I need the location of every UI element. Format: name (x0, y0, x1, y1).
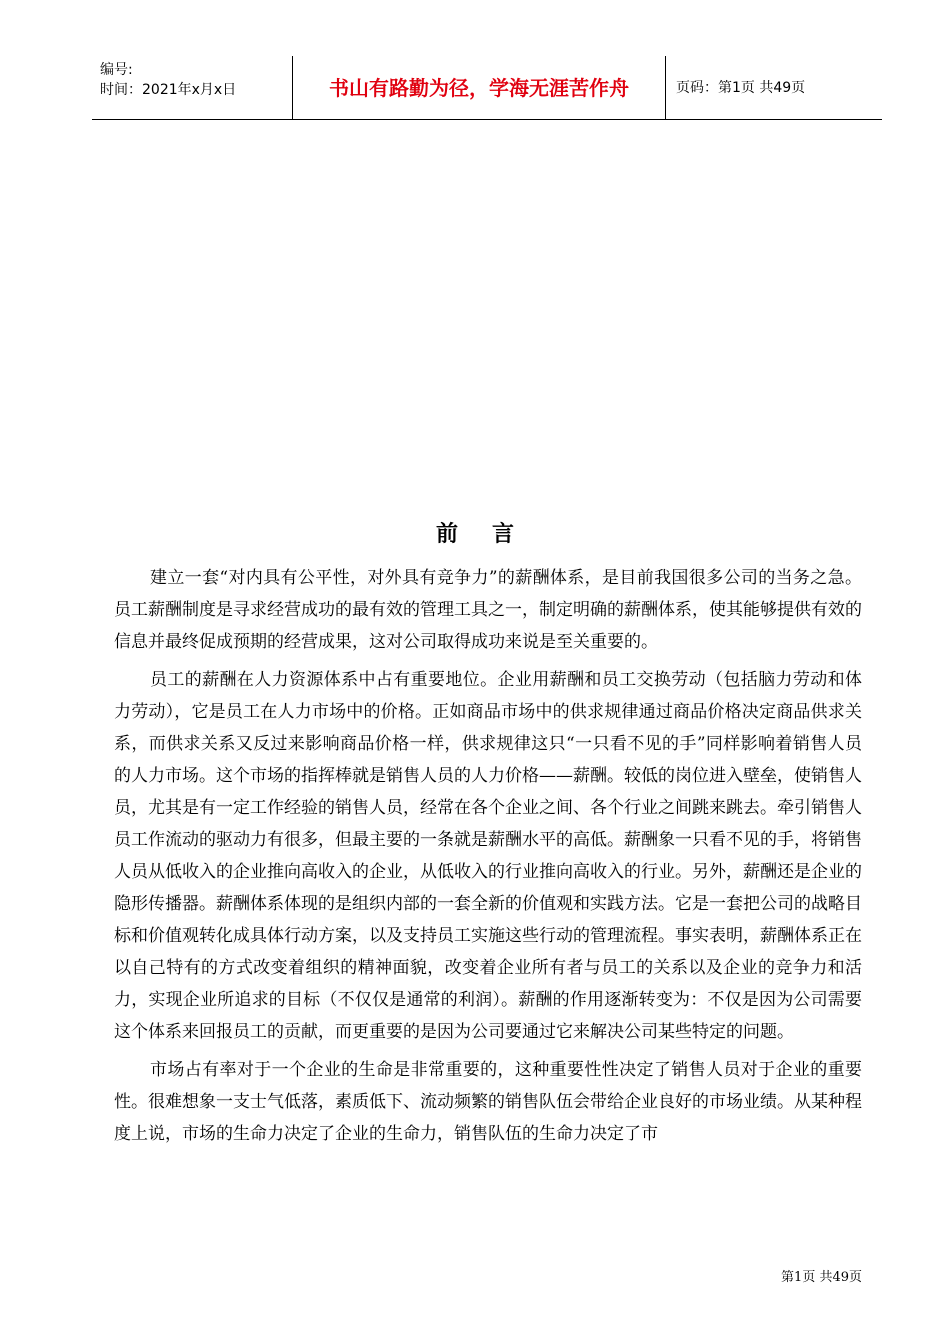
header-divider (665, 56, 666, 119)
body-paragraph: 员工的薪酬在人力资源体系中占有重要地位。企业用薪酬和员工交换劳动（包括脑力劳动和体力劳动），它是员工在人力市场中的价格。正如商品市场中的供求规律通过商品价格决定商品供求关系，而供求关系又反过来影响商品价格一样，供求规律这只“一只看不见的手”同样影响着销售人员的人力市场。这个市场的指挥棒就是销售人员的人力价格——薪酬。较低的岗位进入壁垒，使销售人员，尤其是有一定工作经验的销售人员，经常在各个企业之间、各个行业之间跳来跳去。牵引销售人员工作流动的驱动力有很多，但最主要的一条就是薪酬水平的高低。薪酬象一只看不见的手，将销售人员从低收入的企业推向高收入的企业，从低收入的行业推向高收入的行业。另外，薪酬还是企业的隐形传播器。薪酬体系体现的是组织内部的一套全新的价值观和实践方法。它是一套把公司的战略目标和价值观转化成具体行动方案，以及支持员工实施这些行动的管理流程。事实表明，薪酬体系正在以自己特有的方式改变着组织的精神面貌，改变着企业所有者与员工的关系以及企业的竞争力和活力，实现企业所追求的目标（不仅仅是通常的利润）。薪酬的作用逐渐转变为：不仅是因为公司需要这个体系来回报员工的贡献，而更重要的是因为公司要通过它来解决公司某些特定的问题。 (114, 670, 862, 1042)
header-motto: 书山有路勤为径，学海无涯苦作舟 (329, 76, 629, 100)
body-paragraph: 建立一套“对内具有公平性，对外具有竞争力”的薪酬体系，是目前我国很多公司的当务之急。员工薪酬制度是寻求经营成功的最有效的管理工具之一，制定明确的薪酬体系，使其能够提供有效的信息并最终促成预期的经营成果，这对公司取得成功来说是至关重要的。 (114, 568, 862, 652)
document-number-label: 编号: (100, 62, 133, 78)
header-meta (100, 60, 290, 100)
document-time-label: 时间：2021年x月x日 (100, 82, 237, 98)
body-paragraph: 市场占有率对于一个企业的生命是非常重要的，这种重要性性决定了销售人员对于企业的重要性。很难想象一支士气低落，素质低下、流动频繁的销售队伍会带给企业良好的市场业绩。从某种程度上说，市场的生命力决定了企业的生命力，销售队伍的生命力决定了市 (114, 1060, 862, 1144)
page-header (92, 56, 882, 120)
footer-page-number: 第1页 共49页 (781, 1270, 862, 1285)
document-body (114, 562, 862, 1156)
document-title: 前言 (435, 522, 548, 547)
header-page-number: 页码：第1页 共49页 (676, 80, 806, 96)
